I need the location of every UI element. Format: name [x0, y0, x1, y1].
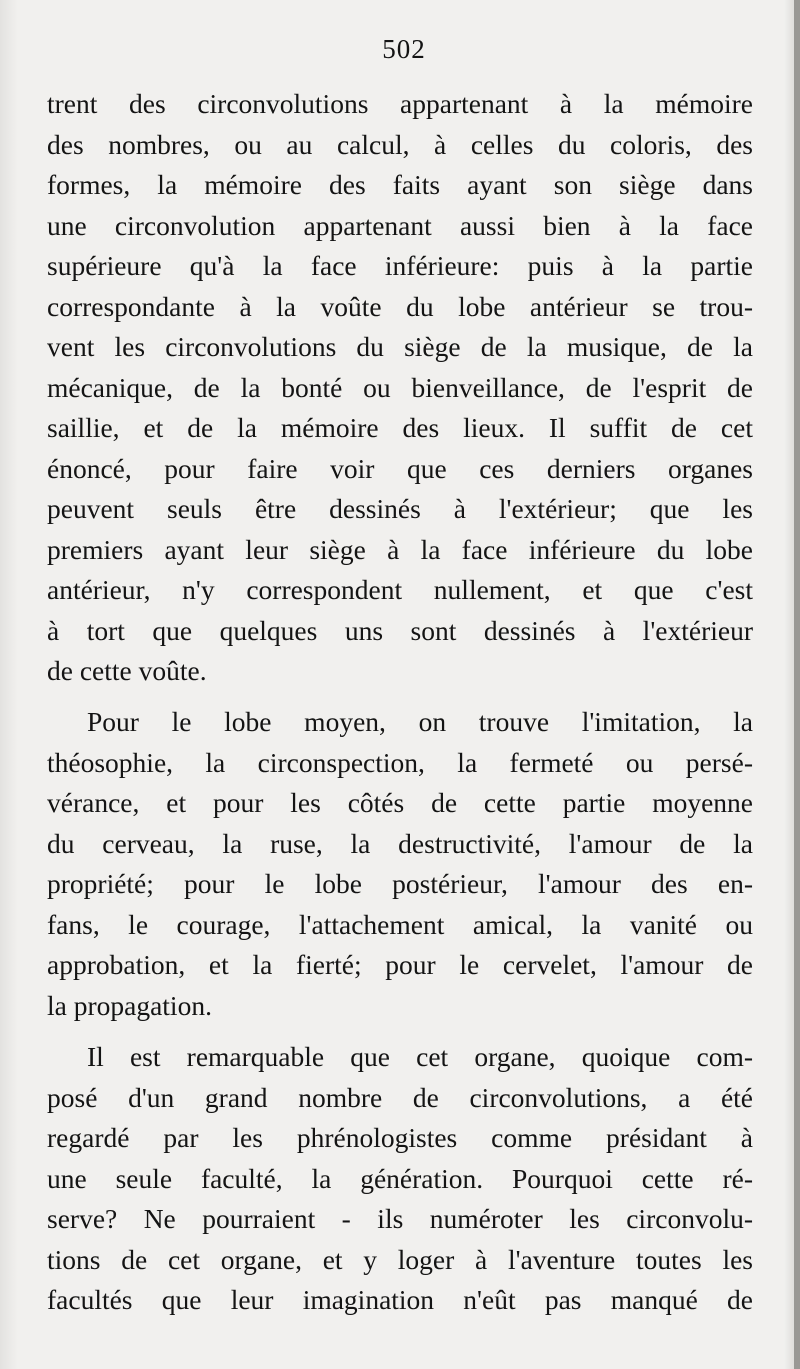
text-line: saillie, et de la mémoire des lieux. Il suffit de cet [47, 412, 753, 443]
text-line: correspondante à la voûte du lobe antérieur se trou- [47, 290, 753, 322]
text-line: à tort que quelques uns sont dessinés à l'extérieur [47, 614, 753, 646]
text-line: approbation, et la fierté; pour le cervelet, l'amour de [47, 949, 753, 980]
text-line: antérieur, n'y correspondent nullement, et que c'est [47, 574, 753, 605]
text-line: premiers ayant leur siège à la face inférieure du lobe [47, 533, 753, 565]
text-line: posé d'un grand nombre de circonvolutions, a été [47, 1081, 753, 1113]
text-line: peuvent seuls être dessinés à l'extérieur; que les [47, 493, 753, 524]
page-number: 502 [382, 34, 426, 64]
text-line: du cerveau, la ruse, la destructivité, l'amour de la [47, 827, 753, 859]
text-line: facultés que leur imagination n'eût pas manqué de [47, 1284, 753, 1315]
text-line: des nombres, ou au calcul, à celles du coloris, des [47, 128, 753, 160]
text-line: regardé par les phrénologistes comme présidant à [47, 1122, 753, 1153]
text-line: supérieure qu'à la face inférieure: puis à la partie [47, 250, 753, 281]
paragraph-2 [47, 702, 753, 1026]
text-line: propriété; pour le lobe postérieur, l'amour des en- [47, 868, 753, 899]
text-line: énoncé, pour faire voir que ces derniers organes [47, 452, 753, 484]
text-line: tions de cet organe, et y loger à l'aventure toutes les [47, 1243, 753, 1275]
text-line: trent des circonvolutions appartenant à la mémoire [47, 88, 753, 119]
text-line: fans, le courage, l'attachement amical, la vanité ou [47, 908, 753, 940]
text-line: serve? Ne pourraient - ils numéroter les circonvolu- [47, 1203, 753, 1234]
text-line: mécanique, de la bonté ou bienveillance, de l'esprit de [47, 371, 753, 403]
paragraph-3 [47, 1037, 753, 1321]
text-line: théosophie, la circonspection, la fermeté ou persé- [47, 746, 753, 778]
text-line: une circonvolution appartenant aussi bien à la face [47, 209, 753, 241]
text-line: une seule faculté, la génération. Pourquoi cette ré- [47, 1162, 753, 1194]
text-line: vérance, et pour les côtés de cette partie moyenne [47, 787, 753, 818]
text-line: Pour le lobe moyen, on trouve l'imitation, la [87, 706, 753, 737]
text-line: de cette voûte. [47, 655, 207, 686]
text-line: Il est remarquable que cet organe, quoique com- [87, 1041, 753, 1072]
text-line: vent les circonvolutions du siège de la musique, de la [47, 331, 753, 362]
page-edge-shadow [794, 0, 800, 1369]
paragraph-1 [47, 84, 753, 692]
text-line: la propagation. [47, 989, 212, 1021]
text-line: formes, la mémoire des faits ayant son siège dans [47, 169, 753, 200]
